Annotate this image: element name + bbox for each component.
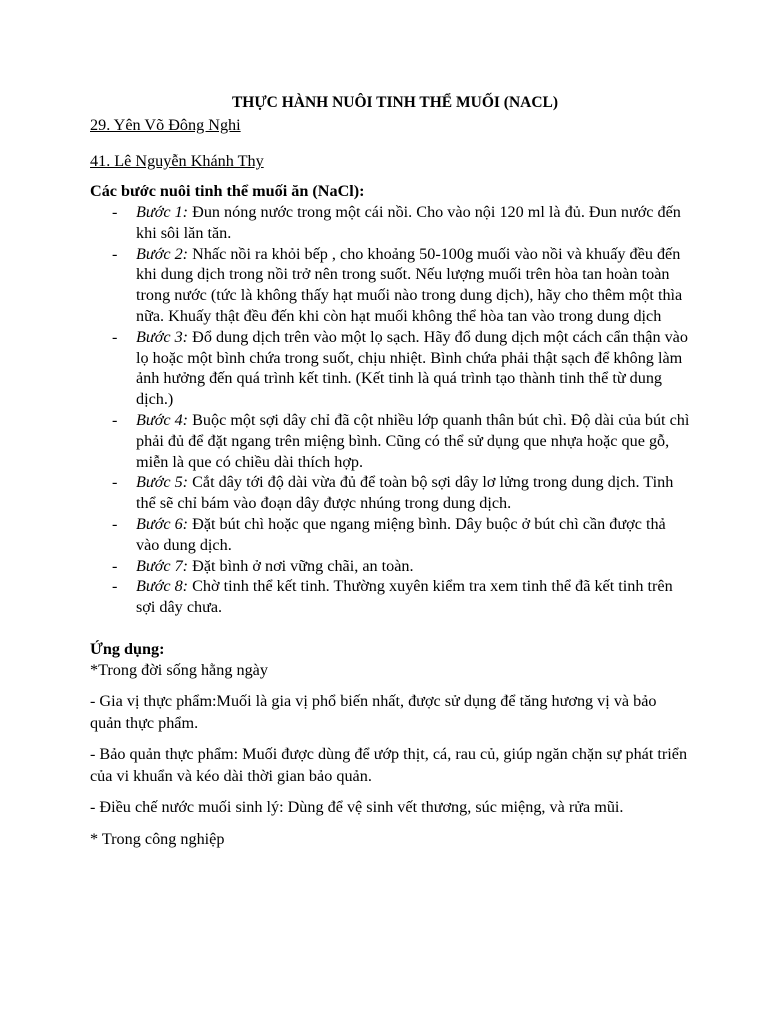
document-page <box>90 92 690 850</box>
step-text: Đặt bút chì hoặc que ngang miệng bình. Dây buộc ở bút chì cần được thả vào dung dịch. <box>136 514 666 554</box>
step-text: Nhấc nồi ra khỏi bếp , cho khoảng 50-100g muối vào nồi và khuấy đều đến khi dung dịch trong nồi trở nên trong suốt. Nếu lượng muối trên hòa tan hoàn toàn trong nước (tức là không thấy hạt muối nào trong dung dịch), hãy cho thêm một thìa nữa. Khuấy thật đều đến khi còn hạt muối không thể hòa tan vào trong dung dịch <box>136 244 683 325</box>
step-item-2 <box>90 244 690 327</box>
list-dash: - <box>112 514 118 533</box>
step-item-6 <box>90 514 690 556</box>
step-text: Chờ tinh thể kết tinh. Thường xuyên kiểm tra xem tinh thể đã kết tinh trên sợi dây chưa. <box>136 577 673 617</box>
step-item-1 <box>90 202 690 244</box>
applications-heading: Ứng dụng: <box>90 639 165 658</box>
step-label: Bước 8: <box>136 577 189 596</box>
application-item-saline: - Điều chế nước muối sinh lý: Dùng để vệ sinh vết thương, súc miệng, và rửa mũi. <box>90 798 624 817</box>
list-dash: - <box>112 410 118 429</box>
step-label: Bước 3: <box>136 327 189 346</box>
step-item-7 <box>90 556 690 577</box>
list-dash: - <box>112 244 118 263</box>
step-item-4 <box>90 410 690 472</box>
step-label: Bước 1: <box>136 203 189 221</box>
industry-subheading: * Trong công nghiệp <box>90 829 225 848</box>
step-item-5 <box>90 472 690 514</box>
step-label: Bước 5: <box>136 473 189 492</box>
step-label: Bước 6: <box>136 514 189 533</box>
author-line-1 <box>90 114 690 136</box>
list-dash: - <box>112 327 118 346</box>
list-dash: - <box>112 473 118 492</box>
application-item-preservation: - Bảo quản thực phẩm: Muối được dùng để ướp thịt, cá, rau củ, giúp ngăn chặn sự phát triển của vi khuẩn và kéo dài thời gian bảo quản. <box>90 745 688 785</box>
steps-list <box>90 202 690 618</box>
author-name-2: 41. Lê Nguyễn Khánh Thy <box>90 152 264 170</box>
step-text: Đổ dung dịch trên vào một lọ sạch. Hãy đổ dung dịch một cách cẩn thận vào lọ hoặc một bình chứa trong suốt, chịu nhiệt. Bình chứa phải thật sạch để không làm ảnh hưởng đến quá trình kết tinh. (Kết tinh là quá trình tạo thành tinh thể từ dung dịch.) <box>136 327 688 409</box>
document-title: THỰC HÀNH NUÔI TINH THỂ MUỐI (NACL) <box>231 94 559 111</box>
step-label: Bước 2: <box>136 244 189 263</box>
step-text: Buộc một sợi dây chỉ đã cột nhiều lớp quanh thân bút chì. Độ dài của bút chì phải đủ để đặt ngang trên miệng bình. Cũng có thể sử dụng que nhựa hoặc que gỗ, miễn là que có chiều dài thích hợp. <box>136 410 690 471</box>
author-line-2 <box>90 150 690 172</box>
step-text: Đun nóng nước trong một cái nồi. Cho vào nội 120 ml là đủ. Đun nước đến khi sôi lăn tăn. <box>136 203 681 242</box>
list-dash: - <box>112 556 118 575</box>
step-label: Bước 7: <box>136 556 189 575</box>
author-name-1: 29. Yên Võ Đông Nghi <box>90 116 241 134</box>
daily-life-subheading: *Trong đời sống hằng ngày <box>90 660 268 679</box>
application-item-seasoning: - Gia vị thực phẩm:Muối là gia vị phổ biến nhất, được sử dụng để tăng hương vị và bảo quản thực phẩm. <box>90 692 657 732</box>
list-dash: - <box>112 203 118 221</box>
steps-heading: Các bước nuôi tinh thể muối ăn (NaCl): <box>90 182 365 200</box>
step-text: Đặt bình ở nơi vững chãi, an toàn. <box>188 556 414 575</box>
list-dash: - <box>112 577 118 596</box>
step-item-3 <box>90 327 690 410</box>
step-item-8 <box>90 576 690 618</box>
step-label: Bước 4: <box>136 410 189 429</box>
step-text: Cắt dây tới độ dài vừa đủ để toàn bộ sợi dây lơ lửng trong dung dịch. Tinh thể sẽ chỉ bám vào đoạn dây được nhúng trong dung dịch. <box>136 473 674 513</box>
